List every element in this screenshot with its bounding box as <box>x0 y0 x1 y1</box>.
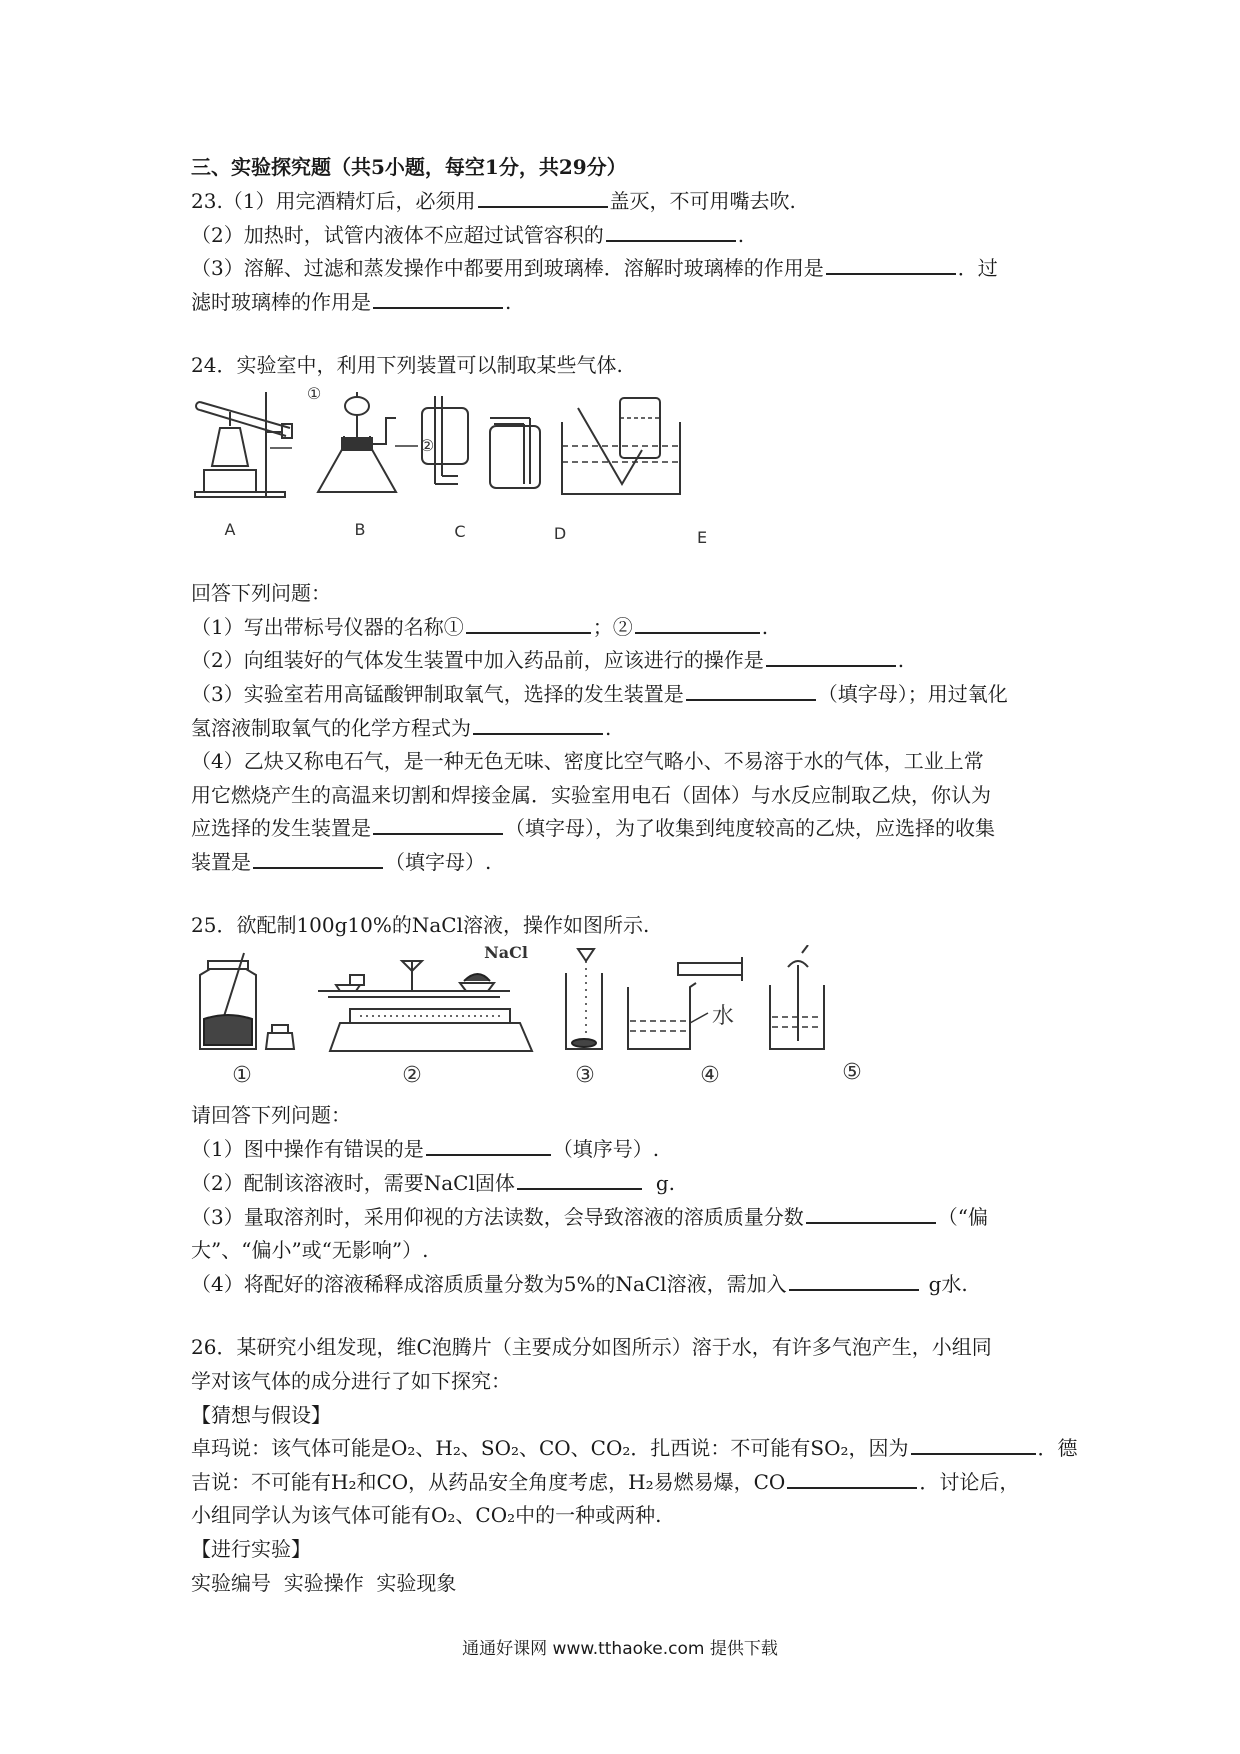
q26-line-1: 26．某研究小组发现，维C泡腾片（主要成分如图所示）溶于水，有许多气泡产生，小组同 <box>191 1335 992 1359</box>
q24-part-4b: 用它燃烧产生的高温来切割和焊接金属．实验室用电石（固体）与水反应制取乙炔，你认为 <box>191 783 991 807</box>
q25-part-2: （2）配制该溶液时，需要NaCl固体 g. <box>191 1168 675 1198</box>
fig-label-4: ④ <box>700 1063 720 1088</box>
q24-part-4a: （4）乙炔又称电石气，是一种无色无味、密度比空气略小、不易溶于水的气体，工业上常 <box>191 749 984 773</box>
q25-intro: 25．欲配制100g10%的NaCl溶液，操作如图所示. <box>191 913 650 937</box>
answer-blank[interactable] <box>426 1134 551 1156</box>
balance-icon <box>318 961 532 1051</box>
q26-line-4: 吉说：不可能有H₂和CO，从药品安全角度考虑，H₂易燃易爆，CO ．讨论后， <box>191 1467 1019 1497</box>
fig-label-a: A <box>224 520 236 539</box>
beaker-stirring-icon <box>770 945 824 1049</box>
q23-line-3: （3）溶解、过滤和蒸发操作中都要用到玻璃棒．溶解时玻璃棒的作用是 ．过 <box>191 253 998 283</box>
apparatus-b <box>318 392 418 492</box>
q23-line-4: 滤时玻璃棒的作用是 . <box>191 287 511 317</box>
q23-line-1: 23.（1）用完酒精灯后，必须用 盖灭，不可用嘴去吹. <box>191 186 796 216</box>
q26-line-2: 学对该气体的成分进行了如下探究： <box>191 1369 511 1393</box>
q25-ask: 请回答下列问题： <box>191 1103 351 1127</box>
q24-part-4c: 应选择的发生装置是 （填字母），为了收集到纯度较高的乙炔，应选择的收集 <box>191 813 995 843</box>
answer-blank[interactable] <box>478 186 608 208</box>
q24-ask: 回答下列问题： <box>191 581 331 605</box>
q25-part-3: （3）量取溶剂时，采用仰视的方法读数，会导致溶液的溶质质量分数 （“偏 <box>191 1202 988 1232</box>
fig-label-3: ③ <box>575 1063 595 1088</box>
q26-heading-experiment: 【进行实验】 <box>191 1537 311 1561</box>
fig-label-5: ⑤ <box>842 1060 862 1085</box>
answer-blank[interactable] <box>373 813 503 835</box>
water-label: 水 <box>711 1004 734 1029</box>
reagent-bottle-icon <box>200 953 294 1049</box>
q25-part-1: （1）图中操作有错误的是 （填序号）. <box>191 1134 659 1164</box>
nacl-label: NaCl <box>484 943 528 962</box>
answer-blank[interactable] <box>826 253 956 275</box>
q26-table-header: 实验编号 实验操作 实验现象 <box>191 1571 457 1595</box>
q23-line-2: （2）加热时，试管内液体不应超过试管容积的 . <box>191 220 744 250</box>
answer-blank[interactable] <box>789 1269 919 1291</box>
answer-blank[interactable] <box>606 220 736 242</box>
answer-blank[interactable] <box>517 1168 642 1190</box>
gas-apparatus-figure <box>190 384 750 498</box>
q24-part-3: （3）实验室若用高锰酸钾制取氧气，选择的发生装置是 （填字母）；用过氧化 <box>191 679 1008 709</box>
q25-part-3b: 大”、“偏小”或“无影响”）. <box>191 1238 429 1262</box>
q24-intro: 24．实验室中，利用下列装置可以制取某些气体. <box>191 353 623 377</box>
answer-blank[interactable] <box>806 1202 936 1224</box>
fig-label-e: E <box>696 528 708 547</box>
answer-blank[interactable] <box>373 287 503 309</box>
answer-blank[interactable] <box>466 612 591 634</box>
answer-blank[interactable] <box>911 1433 1036 1455</box>
marker-1: ① <box>303 384 325 403</box>
q26-line-3: 卓玛说：该气体可能是O₂、H₂、SO₂、CO、CO₂．扎西说：不可能有SO₂，因为 ．德 <box>191 1433 1078 1463</box>
answer-blank[interactable] <box>787 1467 917 1489</box>
answer-blank[interactable] <box>253 847 383 869</box>
q25-part-4: （4）将配好的溶液稀释成溶质质量分数为5%的NaCl溶液，需加入 g水. <box>191 1269 968 1299</box>
marker-2: ② <box>419 436 435 455</box>
answer-blank[interactable] <box>766 645 896 667</box>
section-title: 三、实验探究题（共5小题，每空1分，共29分） <box>191 155 627 179</box>
apparatus-e <box>562 398 680 494</box>
q24-part-2: （2）向组装好的气体发生装置中加入药品前，应该进行的操作是 . <box>191 645 904 675</box>
fig-label-1: ① <box>232 1063 252 1088</box>
apparatus-d <box>490 418 540 488</box>
solution-prep-figure <box>190 945 930 1055</box>
answer-blank[interactable] <box>686 679 816 701</box>
q26-heading-hypothesis: 【猜想与假设】 <box>191 1403 331 1427</box>
apparatus-a <box>195 392 292 497</box>
fig-label-b: B <box>354 520 366 539</box>
fig-label-c: C <box>454 522 466 541</box>
q26-line-5: 小组同学认为该气体可能有O₂、CO₂中的一种或两种. <box>191 1503 662 1527</box>
q24-part-1: （1）写出带标号仪器的名称① ；② . <box>191 612 768 642</box>
q24-part-4d: 装置是 （填字母）. <box>191 847 491 877</box>
fig-label-d: D <box>553 524 567 543</box>
page-footer: 通通好课网 www.tthaoke.com 提供下载 <box>462 1639 778 1659</box>
fig-label-2: ② <box>402 1063 422 1088</box>
q24-part-3b: 氢溶液制取氧气的化学方程式为 . <box>191 713 611 743</box>
beaker-funnel-icon <box>566 949 602 1049</box>
answer-blank[interactable] <box>635 612 760 634</box>
answer-blank[interactable] <box>473 713 603 735</box>
